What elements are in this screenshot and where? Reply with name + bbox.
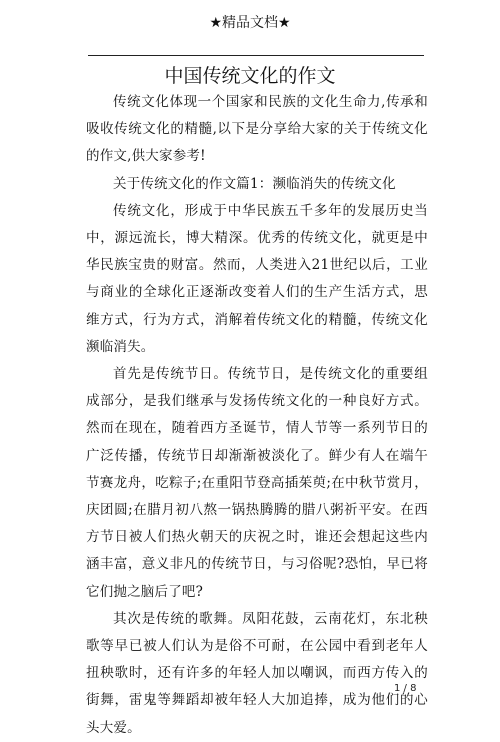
page-title: 中国传统文化的作文 <box>164 65 336 87</box>
body-paragraph: 首先是传统节日。传统节日，是传统文化的重要组成部分，是我们继承与发扬传统文化的一种良好方式。然而在现在，随着西方圣诞节，情人节等一系列节日的广泛传播，传统节日却渐渐被淡化了。鲜少有人在端午节赛龙舟，吃粽子;在重阳节登高插茱萸;在中秋节赏月，庆团圆;在腊月初八熬一锅热腾腾的腊八粥祈平安。在西方节日被人们热火朝天的庆祝之时，谁还会想起这些内涵丰富，意义非凡的传统节日，与习俗呢?恐怕，早已将它们抛之脑后了吧? <box>86 366 428 600</box>
header-label: ★精品文档★ <box>209 15 291 31</box>
header-divider <box>88 55 424 56</box>
body-paragraph: 其次是传统的歌舞。凤阳花鼓，云南花灯，东北秧歌等早已被人们认为是俗不可耐，在公园中看到老年人扭秧歌时，还有许多的年轻人加以嘲讽，而西方传入的街舞，雷鬼等舞蹈却被年轻人大加追捧，成为他们的心头大爱。 <box>86 610 428 736</box>
document-body <box>86 89 428 742</box>
body-paragraph: 传统文化，形成于中华民族五千多年的发展历史当中，源远流长，博大精深。优秀的传统文化，就更是中华民族宝贵的财富。然而，人类进入21世纪以后，工业与商业的全球化正逐渐改变着人们的生产生活方式，思维方式，行为方式，消解着传统文化的精髓，传统文化濒临消失。 <box>86 202 428 355</box>
page-header <box>0 0 500 46</box>
section-heading: 关于传统文化的作文篇1：濒临消失的传统文化 <box>113 175 396 192</box>
page-number: 1 / 8 <box>394 683 417 694</box>
intro-paragraph: 传统文化体现一个国家和民族的文化生命力,传承和吸收传统文化的精髓,以下是分享给大家的关于传统文化的作文,供大家参考! <box>86 94 428 165</box>
